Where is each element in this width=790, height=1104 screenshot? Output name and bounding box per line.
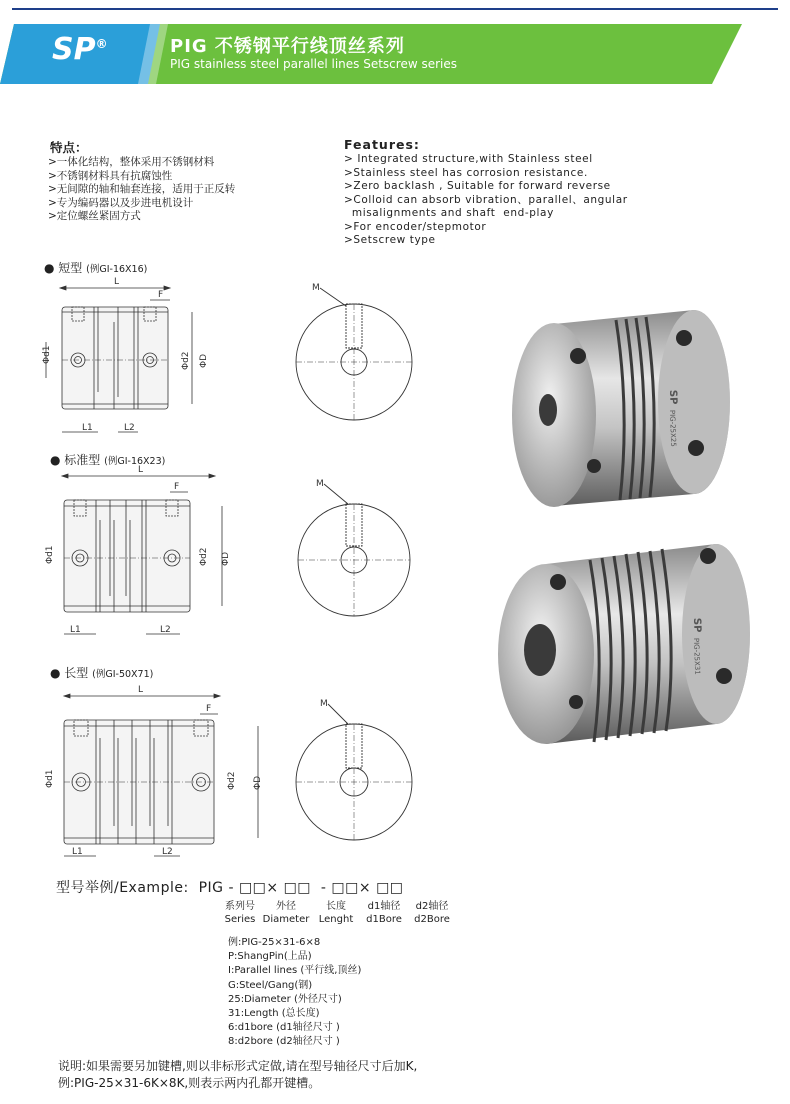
dim-F: F [158, 290, 164, 300]
engraving: PIG-25X31 [692, 637, 702, 675]
list-item: 25:Diameter (外径尺寸) [228, 993, 342, 1005]
page-subtitle: PIG stainless steel parallel lines Setscrew series [170, 57, 457, 71]
features-en-list [344, 153, 628, 248]
list-item: >Setscrew type [344, 234, 436, 246]
diagram-short [30, 272, 230, 442]
type-label-standard: ● 标准型 (例GI-16X23) [50, 453, 166, 467]
dim-D: ΦD [253, 775, 263, 790]
list-item: I:Parallel lines (平行线,顶丝) [228, 965, 362, 977]
dim-d2: Φd2 [227, 771, 237, 790]
example-model-code: 型号举例/Example: PIG - □□× □□ - □□× □□ [56, 880, 404, 896]
example-col-diameter: 外径 Diameter [262, 901, 310, 925]
dim-F: F [174, 482, 180, 492]
engraving-logo: SP [667, 389, 679, 405]
list-item: >一体化结构，整体采用不锈钢材料 [48, 156, 215, 168]
dim-M: M [320, 699, 328, 709]
list-item: >Colloid can absorb vibration、parallel、angular [344, 193, 628, 206]
list-item: > Integrated structure,with Stainless steel [344, 153, 593, 165]
dim-M: M [316, 479, 324, 489]
list-item: 例:PIG-25×31-6×8 [228, 937, 321, 948]
list-item: 6:d1bore (d1轴径尺寸 ) [228, 1022, 340, 1034]
example-col-length: 长度 Lenght [318, 901, 354, 925]
example-explanation [228, 936, 361, 1050]
end-view-standard [286, 474, 426, 620]
end-view-short [286, 278, 426, 424]
list-item: >Zero backlash , Suitable for forward reverse [344, 180, 611, 192]
dim-L1: L1 [72, 847, 83, 857]
dim-d2: Φd2 [181, 351, 191, 370]
end-view-long [286, 692, 426, 842]
diagram-long [30, 680, 275, 862]
engraving: PIG-25X25 [668, 409, 678, 447]
list-item: >For encoder/stepmotor [344, 220, 487, 233]
dim-F: F [206, 704, 212, 714]
product-photo-short [498, 300, 730, 510]
dim-L1: L1 [70, 625, 81, 635]
list-item: >Stainless steel has corrosion resistance. [344, 166, 588, 179]
dim-L1: L1 [82, 423, 93, 433]
diagram-standard [30, 462, 240, 642]
dim-L: L [138, 685, 144, 695]
list-item: >定位螺丝紧固方式 [48, 210, 141, 222]
dim-D: ΦD [221, 551, 231, 566]
dim-M: M [312, 283, 320, 293]
dim-d2: Φd2 [199, 547, 209, 566]
type-label-long: ● 长型 (例GI-50X71) [50, 666, 154, 680]
dim-L: L [114, 277, 120, 287]
list-item: >专为编码器以及步进电机设计 [48, 196, 194, 209]
keyway-note: 说明:如果需要另加键槽,则以非标形式定做,请在型号轴径尺寸后加K, 例:PIG-25×31-6K×8K,则表示两内孔都开键槽。 [58, 1059, 418, 1090]
dim-d1: Φd1 [45, 769, 55, 788]
example-col-d1bore: d1轴径 d1Bore [366, 901, 402, 925]
features-cn-list [48, 156, 235, 224]
page-title: PIG 不锈钢平行线顶丝系列 [170, 36, 405, 57]
dim-L: L [138, 465, 144, 475]
example-col-d2bore: d2轴径 d2Bore [414, 901, 450, 925]
example-col-series: 系列号 Series [224, 901, 256, 925]
top-rule [12, 8, 778, 10]
brand-logo: SP® [52, 32, 108, 67]
list-item: 31:Length (总长度) [228, 1008, 320, 1020]
dim-d1: Φd1 [45, 545, 55, 564]
list-item: misalignments and shaft end-play [344, 207, 554, 219]
type-label-short: ● 短型 (例GI-16X16) [44, 261, 148, 275]
dim-L2: L2 [160, 625, 171, 635]
product-photo-standard [494, 534, 756, 754]
dim-D: ΦD [199, 353, 209, 368]
engraving-logo: SP [691, 617, 703, 633]
features-cn-heading: 特点： [50, 140, 88, 155]
list-item: P:ShangPin(上品) [228, 951, 312, 963]
features-en-heading: Features: [344, 137, 420, 152]
list-item: >无间隙的轴和轴套连接，适用于正反转 [48, 183, 236, 195]
list-item: 8:d2bore (d2轴径尺寸 ) [228, 1036, 340, 1048]
dim-L2: L2 [162, 847, 173, 857]
dim-d1: Φd1 [42, 345, 52, 364]
dim-L2: L2 [124, 423, 135, 433]
list-item: >不锈钢材料具有抗腐蚀性 [48, 169, 173, 182]
list-item: G:Steel/Gang(钢) [228, 979, 313, 991]
